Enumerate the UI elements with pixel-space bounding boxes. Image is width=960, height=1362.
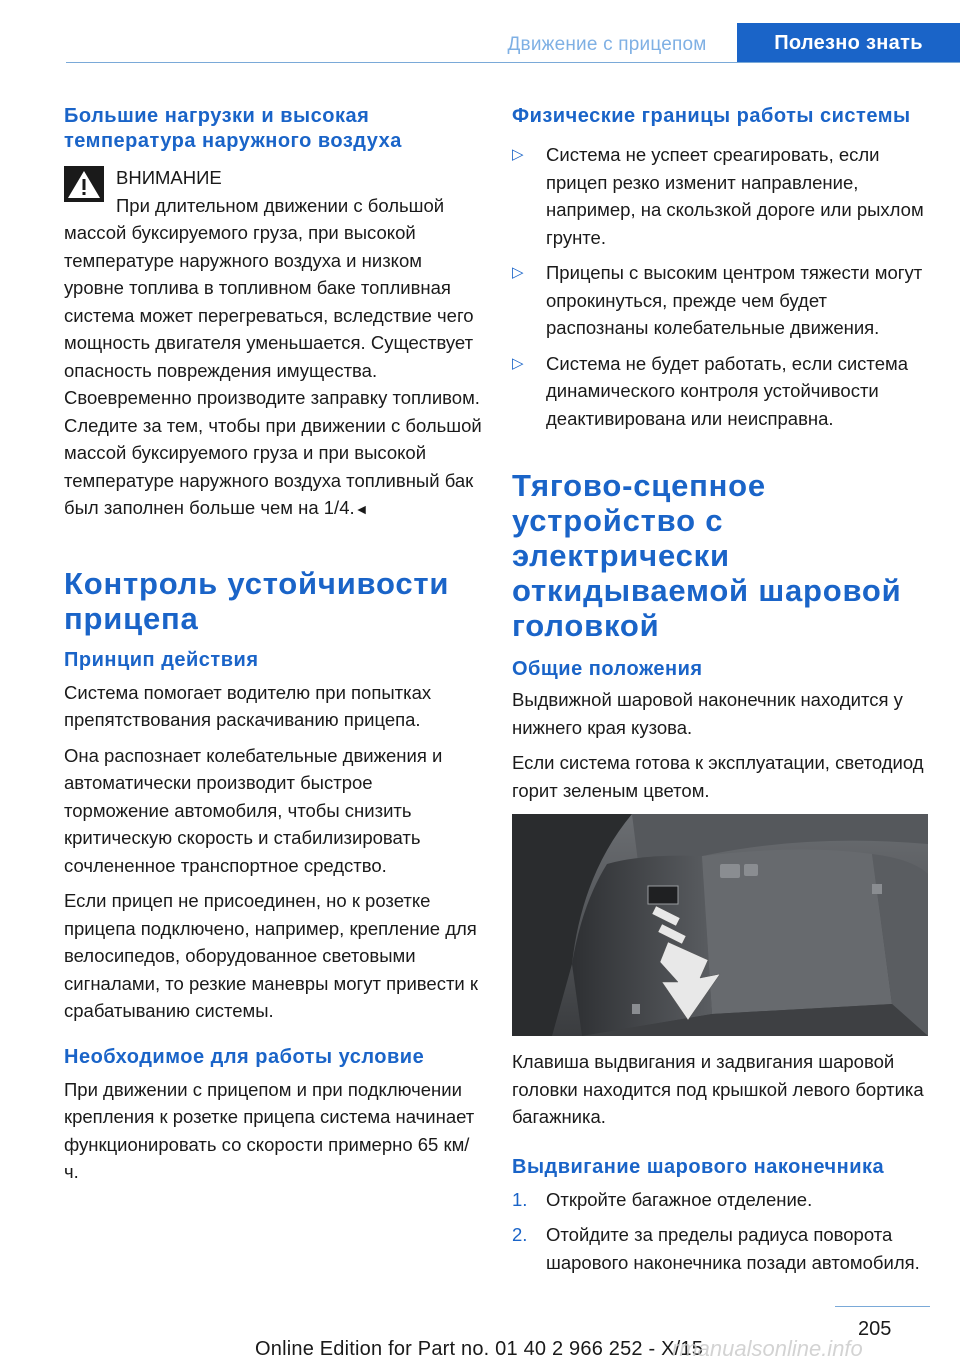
heading-condition: Необходимое для работы условие [64,1045,425,1068]
bullet-marker: ▷ [512,264,524,281]
trunk-photo [512,814,928,1036]
heading-extend: Выдвигание шарового наконечника [512,1155,885,1178]
extend-steps [512,1186,930,1277]
general-paragraph-1: Выдвижной шаровой наконечник находится у нижнего края кузова. [512,689,903,738]
bullet-marker: ▷ [512,146,524,163]
heading-general: Общие положения [512,658,703,680]
list-item: 2. Отойдите за пределы радиуса поворота шарового наконечника позади автомобиля. [512,1221,930,1276]
step-number: 1. [512,1188,528,1210]
heading-limits: Физические границы работы системы [512,105,911,127]
list-item: ▷ Прицепы с высоким центром тяжести могут опрокинуться, прежде чем будет распознаны колебательные движения. [512,259,930,342]
warning-title: ВНИМАНИЕ [116,167,222,188]
heading-loads: Большие нагрузки и высокая температура наружного воздуха [64,105,402,152]
watermark-text: rmanualsonline.info [672,1336,863,1361]
principle-paragraph-3: Если прицеп не присоединен, но к розетке прицепа подключено, например, крепление для велосипедов, оборудованное световыми сигналами, то резкие маневры могут привести к срабатыванию системы. [64,890,478,1021]
figure-caption: Клавиша выдвигания и задвигания шаровой головки находится под крышкой левого бортика багажника. [512,1051,924,1127]
warning-block [64,164,482,524]
left-column [64,104,482,1194]
header-section-tab: Движение с прицепом [507,34,707,55]
right-column [512,104,930,1284]
footer-divider [835,1306,930,1307]
header-divider [66,62,960,63]
general-paragraph-2: Если система готова к эксплуатации, светодиод горит зеленым цветом. [512,752,924,801]
list-item: ▷ Система не успеет среагировать, если прицеп резко изменит направление, например, на скользкой дороге или рыхлом грунте. [512,141,930,251]
condition-paragraph: При движении с прицепом и при подключении крепления к розетке прицепа система начинает функционировать со скорости примерно 65 км/ч. [64,1078,475,1182]
header-chapter-tab: Полезно знать [737,23,960,63]
heading-stability: Контроль устойчивости прицепа [64,565,450,636]
list-item: 1. Откройте багажное отделение. [512,1186,930,1214]
principle-paragraph-1: Система помогает водителю при попытках препятствования раскачиванию прицепа. [64,681,432,730]
trunk-illustration [512,814,928,1036]
warning-icon [64,166,104,202]
heading-principle: Принцип действия [64,648,259,671]
page-number: 205 [858,1318,892,1340]
heading-hitch: Тягово-сцепное устройство с электрически откидываемой шаровой головкой [512,468,902,643]
step-number: 2. [512,1224,528,1245]
warning-text: При длительном движении с большой массой буксируемого груза, при высокой температуре наружного воздуха и низком уровне топлива в топливном баке топливная система может перегреваться, вследствие чего мощность двигателя уменьшается. Существует опасность повреждения имущества. Своевременно производите заправку топливом. Следите за тем, чтобы при движении с большой массой буксируемого груза и при высокой температуре наружного воздуха топливный бак был заполнен больше чем на 1/4.◄ [64,194,482,518]
limits-list [512,141,930,432]
principle-paragraph-2: Она распознает колебательные движения и автоматически производит быстрое торможение автомобиля, чтобы снизить критическую скорость и стабилизировать сочлененное транспортное средство. [64,744,443,876]
end-mark: ◄ [354,501,369,517]
list-item: ▷ Система не будет работать, если система динамического контроля устойчивости деактивирована или неисправна. [512,350,930,433]
footer-edition: Online Edition for Part no. 01 40 2 966 252 - X/15 [255,1338,704,1360]
bullet-marker: ▷ [512,354,524,372]
